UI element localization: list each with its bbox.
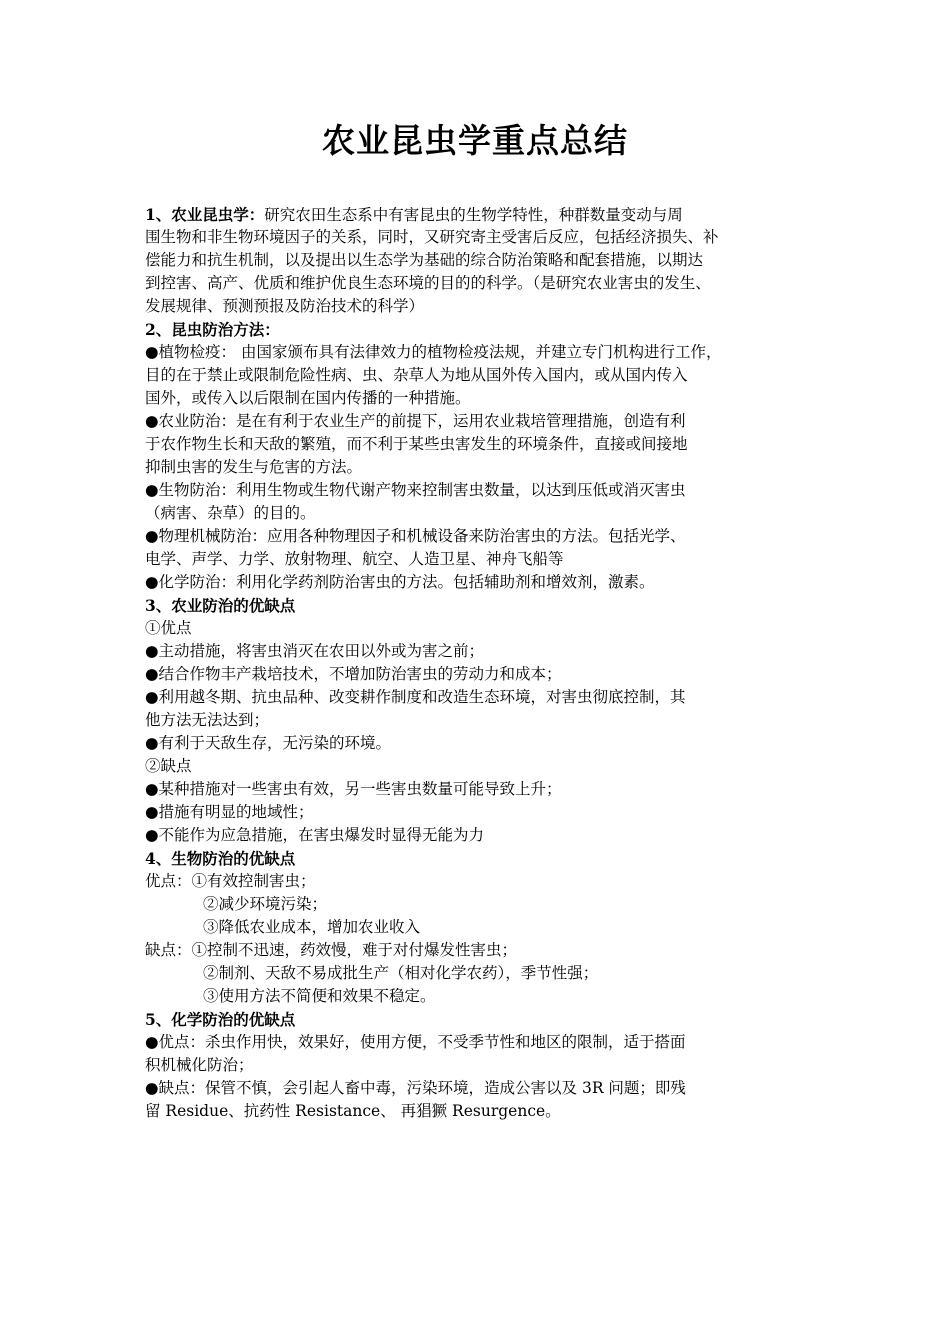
section-3-heading: 3、农业防治的优缺点 (145, 596, 296, 615)
section-4-disadvantage-line: ②制剂、天敌不易成批生产（相对化学农药），季节性强； (203, 964, 599, 982)
section-3-line: 他方法无法达到； (145, 711, 270, 729)
section-1-line: 到控害、高产、优质和维护优良生态环境的目的的科学。（是研究农业害虫的发生、 (145, 274, 711, 292)
section-4-advantage-line: ③降低农业成本，增加农业收入 (203, 918, 421, 936)
section-2-line: ●化学防治：利用化学药剂防治害虫的方法。包括辅助剂和增效剂，激素。 (145, 573, 655, 591)
section-4-heading: 4、生物防治的优缺点 (145, 849, 296, 868)
section-5-line: ●缺点：保管不慎，会引起人畜中毒，污染环境，造成公害以及 3R 问题；即残 (145, 1079, 686, 1097)
section-2-line: ●物理机械防治：应用各种物理因子和机械设备来防治害虫的方法。包括光学、 (145, 527, 686, 545)
section-3-line: ●有利于天敌生存，无污染的环境。 (145, 734, 392, 752)
section-2-line: ●生物防治：利用生物或生物代谢产物来控制害虫数量，以达到压低或消灭害虫 (145, 481, 686, 499)
section-5-heading: 5、化学防治的优缺点 (145, 1010, 296, 1029)
section-3-line: ②缺点 (145, 757, 192, 775)
section-1-line: 发展规律、预测预报及防治技术的科学） (145, 297, 425, 315)
section-4-advantage-line: 优点：①有效控制害虫； (145, 872, 316, 890)
section-3-line: ●不能作为应急措施，在害虫爆发时显得无能为力 (145, 826, 485, 844)
section-3-line: ●结合作物丰产栽培技术，不增加防治害虫的劳动力和成本； (145, 665, 562, 683)
section-1-line-1 (145, 203, 821, 226)
section-2-line: 国外，或传入以后限制在国内传播的一种措施。 (145, 389, 471, 407)
section-1-heading: 1、农业昆虫学： (145, 205, 265, 224)
section-1-line: 偿能力和抗生机制，以及提出以生态学为基础的综合防治策略和配套措施，以期达 (145, 251, 704, 269)
section-5-line: 留 Residue、抗药性 Resistance、 再猖獗 Resurgence。 (145, 1102, 561, 1120)
section-2-line: 抑制虫害的发生与危害的方法。 (145, 458, 363, 476)
section-1-text: 研究农田生态系中有害昆虫的生物学特性，种群数量变动与周 (264, 206, 683, 224)
section-4-advantage-line: ②减少环境污染； (203, 895, 328, 913)
section-5-line: ●优点：杀虫作用快，效果好，使用方便，不受季节性和地区的限制，适于搭面 (145, 1033, 686, 1051)
section-3-line: ●措施有明显的地域性； (145, 803, 314, 821)
document-title: 农业昆虫学重点总结 (322, 121, 628, 160)
section-2-line: 于农作物生长和天敌的繁殖，而不利于某些虫害发生的环境条件，直接或间接地 (145, 435, 688, 453)
section-2-line: （病害、杂草）的目的。 (145, 504, 316, 522)
section-1-line: 围生物和非生物环境因子的关系，同时，又研究寄主受害后反应，包括经济损失、补 (145, 228, 719, 246)
section-2-line: 电学、声学、力学、放射物理、航空、人造卫星、神舟飞船等 (145, 550, 564, 568)
section-4-disadvantage-line: 缺点：①控制不迅速，药效慢，难于对付爆发性害虫； (145, 941, 518, 959)
section-2-line: 目的在于禁止或限制危险性病、虫、杂草人为地从国外传入国内，或从国内传入 (145, 366, 688, 384)
section-5-line: 积机械化防治； (145, 1056, 254, 1074)
section-2-line: ●农业防治：是在有利于农业生产的前提下，运用农业栽培管理措施，创造有利 (145, 412, 686, 430)
section-3-line: ●某种措施对一些害虫有效，另一些害虫数量可能导致上升； (145, 780, 562, 798)
document-body (145, 203, 821, 1123)
section-3-line: ●利用越冬期、抗虫品种、改变耕作制度和改造生态环境，对害虫彻底控制，其 (145, 688, 686, 706)
section-3-line: ●主动措施，将害虫消灭在农田以外或为害之前； (145, 642, 485, 660)
section-2-heading: 2、昆虫防治方法： (145, 320, 280, 339)
section-2-line: ●植物检疫： 由国家颁布具有法律效力的植物检疫法规，并建立专门机构进行工作， (145, 343, 722, 361)
section-3-line: ①优点 (145, 619, 192, 637)
section-4-disadvantage-line: ③使用方法不简便和效果不稳定。 (203, 987, 436, 1005)
